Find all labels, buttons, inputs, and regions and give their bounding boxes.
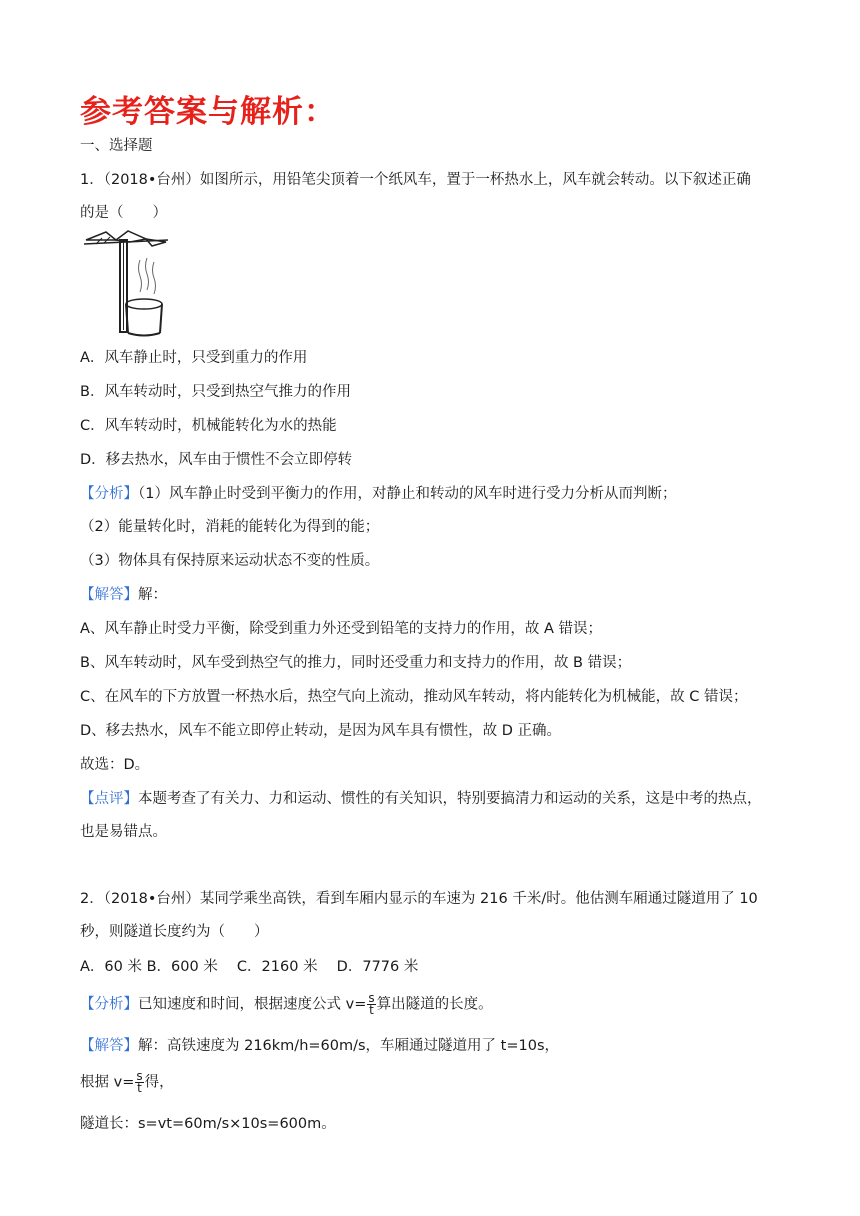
comment-text1: 本题考查了有关力、力和运动、惯性的有关知识，特别要搞清力和运动的关系，这是中考的热点， [138,791,762,807]
q2-answer-text: 解：高铁速度为 216km/h=60m/s，车厢通过隧道用了 t=10s， [138,1038,559,1054]
frac-denominator-2: t [137,1081,142,1095]
q1-comment-line2: 也是易错点。 [80,824,167,840]
paper-windmill-figure [82,230,172,340]
q1-analysis-line1 [80,484,676,504]
q2-basis [80,1071,174,1094]
q1-answer-d: D、移去热水，风车不能立即停止转动，是因为风车具有惯性，故 D 正确。 [80,723,562,739]
q2-basis-post: 得， [144,1074,174,1091]
q1-option-b: B．风车转动时，只受到热空气推力的作用 [80,384,351,400]
analysis-tag: 【分析】 [80,486,138,502]
q2-options: A．60 米 B．600 米 C．2160 米 D．7776 米 [80,959,419,975]
q2-analysis-tag: 【分析】 [80,996,138,1013]
q1-analysis-text1: （1）风车静止时受到平衡力的作用，对静止和转动的风车时进行受力分析从而判断； [138,486,677,502]
speed-formula-fraction [367,993,375,1016]
answer-head-text: 解： [138,587,167,603]
q2-answer [80,1036,559,1056]
frac-denominator: t [369,1003,374,1017]
page-title: 参考答案与解析： [80,94,336,130]
q1-stem-line2: 的是（ ） [80,205,167,221]
q2-analysis-pre: 已知速度和时间，根据速度公式 v= [138,996,367,1013]
comment-tag: 【点评】 [80,791,138,807]
q2-basis-pre: 根据 v= [80,1074,135,1091]
q2-stem-line2: 秒，则隧道长度约为（ ） [80,924,269,940]
q1-option-c: C．风车转动时，机械能转化为水的热能 [80,418,337,434]
section-heading: 一、选择题 [80,138,153,154]
q2-tunnel-length: 隧道长：s=vt=60m/s×10s=600m。 [80,1116,336,1132]
q1-option-d: D．移去热水，风车由于惯性不会立即停转 [80,452,353,468]
q1-comment-line1 [80,789,762,809]
q1-option-a: A．风车静止时，只受到重力的作用 [80,350,308,366]
q1-answer-c: C、在风车的下方放置一杯热水后，热空气向上流动，推动风车转动，将内能转化为机械能，故 C 错误； [80,689,748,705]
q1-answer-head [80,585,167,605]
q1-analysis-line2: （2）能量转化时，消耗的能转化为得到的能； [80,519,380,535]
q1-answer-b: B、风车转动时，风车受到热空气的推力，同时还受重力和支持力的作用，故 B 错误； [80,655,632,671]
q1-choice: 故选：D。 [80,757,150,773]
q2-stem-line1: 2．（2018•台州）某同学乘坐高铁，看到车厢内显示的车速为 216 千米/时。他估测车厢通过隧道用了 10 [80,891,758,907]
speed-formula-fraction-2 [135,1071,143,1094]
answer-tag: 【解答】 [80,587,138,603]
q2-answer-tag: 【解答】 [80,1038,138,1054]
q2-analysis [80,993,493,1016]
frac-numerator-2: s [136,1069,143,1083]
q1-stem-line1: 1．（2018•台州）如图所示，用铅笔尖顶着一个纸风车，置于一杯热水上，风车就会转动。以下叙述正确 [80,172,751,188]
frac-numerator: s [368,991,375,1005]
q2-analysis-post: 算出隧道的长度。 [376,996,493,1013]
q1-answer-a: A、风车静止时受力平衡，除受到重力外还受到铅笔的支持力的作用，故 A 错误； [80,621,603,637]
q1-analysis-line3: （3）物体具有保持原来运动状态不变的性质。 [80,553,380,569]
